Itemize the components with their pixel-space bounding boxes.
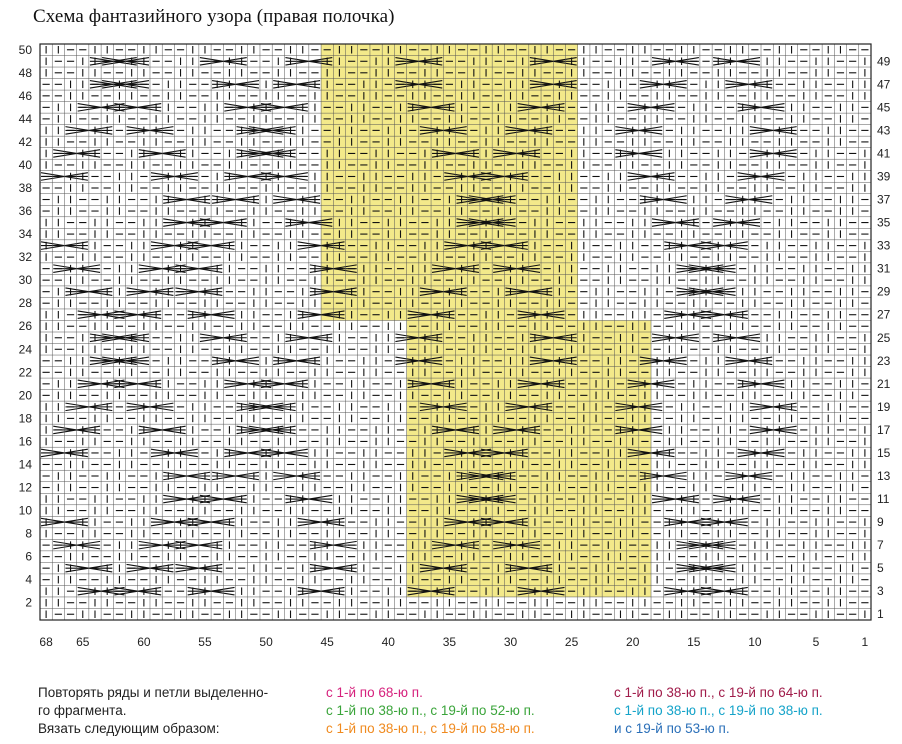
size-option: с 1-й по 38-ю п., с 19-й по 38-ю п. (614, 703, 823, 718)
left-axis-label: 16 (18, 434, 32, 449)
right-axis-label: 15 (877, 445, 891, 460)
left-axis-label: 32 (18, 250, 32, 265)
chart-title: Схема фантазийного узора (правая полочка) (33, 6, 395, 27)
right-axis-label: 5 (877, 561, 884, 576)
left-axis-label: 30 (18, 273, 32, 288)
right-axis-label: 33 (877, 238, 891, 253)
bottom-axis-label: 5 (812, 635, 820, 649)
right-axis-label: 23 (877, 353, 891, 368)
left-axis-label: 48 (18, 65, 32, 80)
size-option: с 1-й по 38-ю п., с 19-й по 58-ю п. (326, 721, 535, 736)
right-axis-label: 7 (877, 538, 884, 553)
left-axis-label: 2 (25, 595, 32, 610)
right-axis-label: 45 (877, 100, 891, 115)
bottom-axis-label: 15 (687, 635, 701, 649)
left-axis-label: 26 (18, 319, 32, 334)
right-axis-label: 11 (877, 492, 890, 507)
left-axis-label: 8 (25, 526, 32, 541)
left-axis-label: 34 (18, 227, 32, 242)
left-axis-label: 50 (18, 42, 32, 57)
size-option: с 1-й по 68-ю п. (326, 685, 423, 700)
bottom-axis-label: 40 (381, 635, 395, 649)
left-axis-label: 10 (18, 503, 32, 518)
right-axis-label: 17 (877, 422, 891, 437)
legend-instructions (38, 684, 318, 738)
legend-line-3: Вязать следующим образом: (38, 721, 220, 736)
bottom-axis-label: 35 (442, 635, 457, 649)
right-axis-label: 37 (877, 192, 891, 207)
right-axis-label: 13 (877, 469, 891, 483)
left-axis-label: 36 (18, 204, 32, 219)
bottom-axis-label: 20 (626, 635, 640, 649)
legend-line-1: Повторять ряды и петли выделенно- (38, 685, 269, 700)
bottom-axis-label: 10 (748, 635, 762, 649)
right-axis-label: 9 (877, 515, 884, 530)
left-axis-label: 22 (18, 365, 32, 380)
size-option: и с 19-й по 53-ю п. (614, 721, 730, 736)
left-axis-label: 46 (18, 88, 32, 103)
left-axis-label: 4 (25, 572, 32, 587)
left-axis-label: 42 (18, 134, 32, 149)
left-axis-label: 24 (18, 342, 32, 357)
right-axis-label: 31 (877, 261, 891, 276)
legend-options-column-2 (614, 684, 823, 738)
bottom-axis-label: 68 (39, 635, 53, 649)
legend-options-column-1 (326, 684, 535, 738)
bottom-axis-label: 55 (198, 635, 212, 649)
bottom-axis-label: 30 (503, 635, 518, 649)
left-axis-label: 18 (18, 411, 32, 426)
bottom-axis-label: 65 (76, 635, 90, 649)
bottom-axis-label: 50 (259, 635, 273, 649)
bottom-axis-label: 60 (137, 635, 151, 649)
left-axis-label: 6 (25, 549, 32, 564)
right-axis-label: 21 (877, 376, 891, 391)
right-axis-label: 49 (877, 54, 891, 69)
left-axis-label: 44 (18, 111, 32, 126)
bottom-axis-label: 1 (861, 635, 869, 649)
left-axis-label: 14 (18, 457, 32, 472)
left-axis-label: 20 (18, 388, 32, 403)
right-axis-label: 35 (877, 215, 891, 230)
right-axis-label: 3 (877, 584, 884, 599)
right-axis-label: 1 (877, 607, 884, 622)
size-option: с 1-й по 38-ю п., с 19-й по 52-ю п. (326, 703, 535, 718)
size-option: с 1-й по 38-ю п., с 19-й по 64-ю п. (614, 685, 823, 700)
left-axis-label: 28 (18, 296, 32, 311)
left-axis-label: 12 (18, 480, 32, 495)
left-axis-label: 40 (18, 157, 32, 172)
right-axis-label: 29 (877, 284, 891, 299)
left-axis-label: 38 (18, 181, 32, 195)
right-axis-label: 47 (877, 77, 891, 92)
legend-line-2: го фрагмента. (38, 703, 127, 718)
right-axis-label: 27 (877, 307, 891, 322)
bottom-axis-label: 45 (320, 635, 334, 649)
right-axis-label: 41 (877, 146, 891, 161)
bottom-axis-label: 25 (564, 635, 579, 649)
right-axis-label: 25 (877, 330, 891, 345)
right-axis-label: 19 (877, 399, 891, 414)
right-axis-label: 39 (877, 169, 891, 184)
right-axis-label: 43 (877, 123, 891, 138)
